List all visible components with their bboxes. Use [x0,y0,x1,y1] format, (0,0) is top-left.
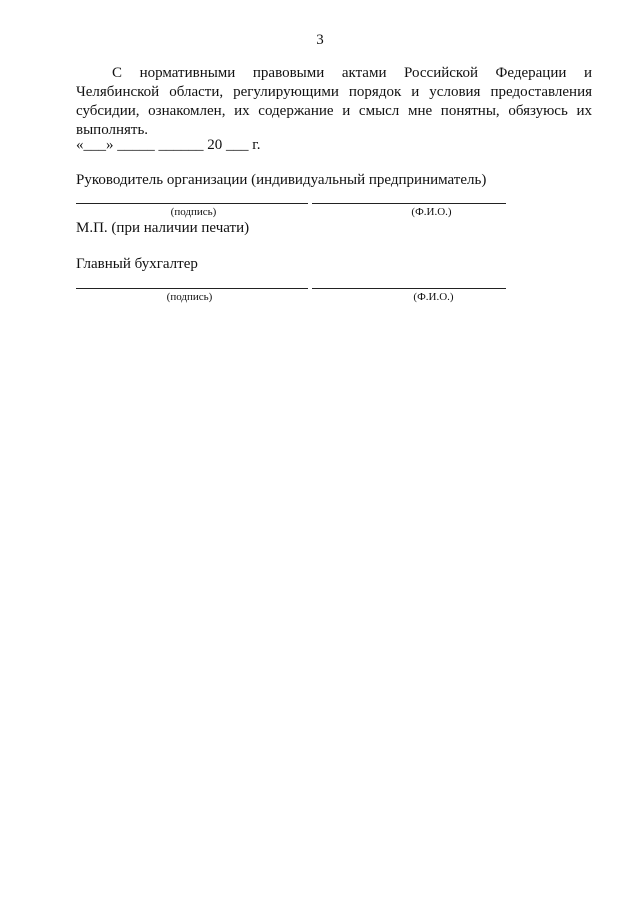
head-name-line [312,203,506,204]
accountant-signature-title: Главный бухгалтер [76,256,198,272]
head-signature-caption: (подпись) [170,206,217,218]
accountant-name-line [312,288,506,289]
accountant-signature-line [76,288,308,289]
page-number: 3 [316,32,324,48]
stamp-note: М.П. (при наличии печати) [76,220,250,236]
head-signature-line [76,203,308,204]
accountant-name-caption: (Ф.И.О.) [413,291,454,303]
head-signature-title: Руководитель организации (индивидуальный предприниматель) [76,172,487,188]
consent-paragraph: С нормативными правовыми актами Российской Федерации и Челябинской области, регулирующими порядок и условия предоставления субсидии, ознакомлен, их содержание и смысл мне понятны, обязуюсь их выполнять. [76,65,592,138]
date-line: «___» _____ ______ 20 ___ г. [76,137,261,153]
accountant-signature-caption: (подпись) [166,291,213,303]
head-name-caption: (Ф.И.О.) [411,206,452,218]
